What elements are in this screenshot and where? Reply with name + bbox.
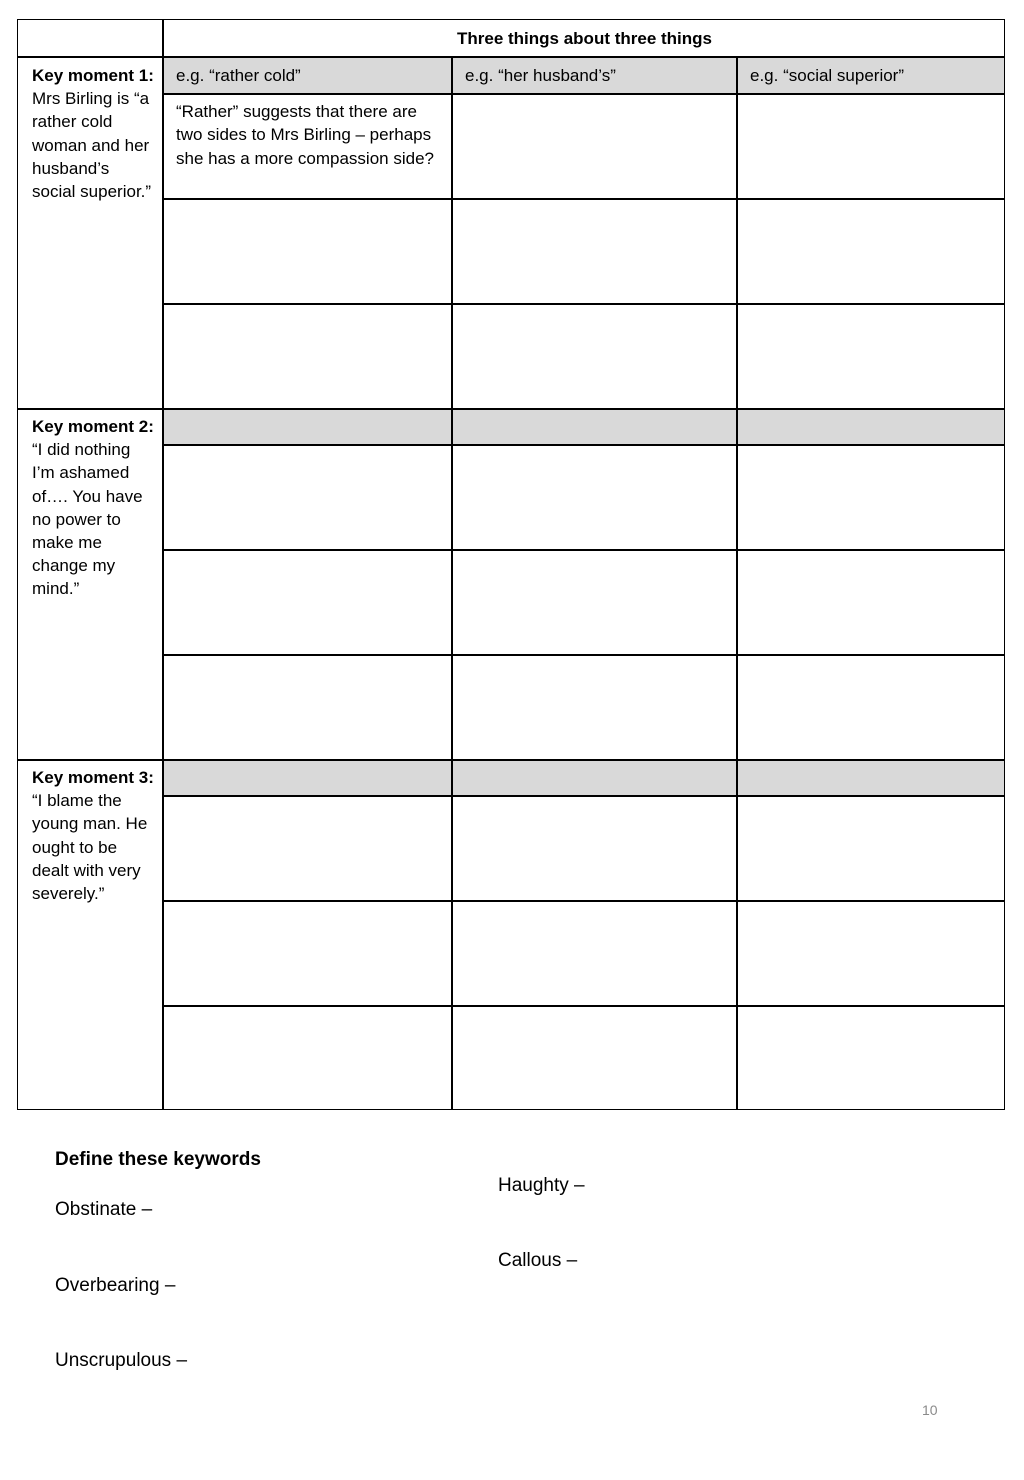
- row-divider: [162, 795, 1005, 797]
- row-divider: [162, 654, 1005, 656]
- key-moment-quote: “I blame the young man. He ought to be dealt with very severely.”: [32, 791, 148, 904]
- table-title: Three things about three things: [456, 29, 712, 48]
- analysis-table: [17, 19, 1005, 1110]
- key-moment-2: [32, 415, 156, 601]
- key-moment-quote: “I did nothing I’m ashamed of…. You have no power to make me change my mind.”: [32, 440, 143, 599]
- column-header: e.g. “social superior”: [750, 66, 905, 85]
- key-moment-label: Key moment 2:: [32, 417, 154, 436]
- row-divider: [162, 303, 1005, 305]
- row-divider: [162, 198, 1005, 200]
- keyword-item: Obstinate –: [55, 1199, 153, 1220]
- shaded-row-3: [163, 760, 1005, 796]
- row-divider: [162, 444, 1005, 446]
- row-divider: [18, 408, 1005, 410]
- row-divider: [162, 900, 1005, 902]
- key-moment-quote: Mrs Birling is “a rather cold woman and her husband’s social superior.”: [32, 89, 152, 202]
- col-divider: [162, 20, 164, 1110]
- row-divider: [18, 759, 1005, 761]
- keyword-item: Haughty –: [498, 1175, 585, 1196]
- keyword-item: Callous –: [498, 1250, 578, 1271]
- key-moment-label: Key moment 3:: [32, 768, 154, 787]
- example-answer-cell: “Rather” suggests that there are two sides to Mrs Birling – perhaps she has a more compassion side?: [176, 102, 434, 168]
- row-divider: [18, 56, 1005, 58]
- keyword-item: Unscrupulous –: [55, 1350, 188, 1371]
- row-divider: [162, 1005, 1005, 1007]
- column-header: e.g. “her husband’s”: [465, 66, 616, 85]
- row-divider: [162, 93, 1005, 95]
- shaded-row-2: [163, 409, 1005, 445]
- row-divider: [162, 549, 1005, 551]
- key-moment-3: [32, 766, 156, 905]
- col-divider: [736, 57, 738, 1110]
- page-number: 10: [922, 1402, 938, 1418]
- keyword-item: Overbearing –: [55, 1275, 176, 1296]
- col-divider: [451, 57, 453, 1110]
- key-moment-label: Key moment 1:: [32, 66, 154, 85]
- key-moment-1: [32, 64, 156, 203]
- keywords-heading: Define these keywords: [55, 1149, 261, 1170]
- column-header: e.g. “rather cold”: [176, 66, 301, 85]
